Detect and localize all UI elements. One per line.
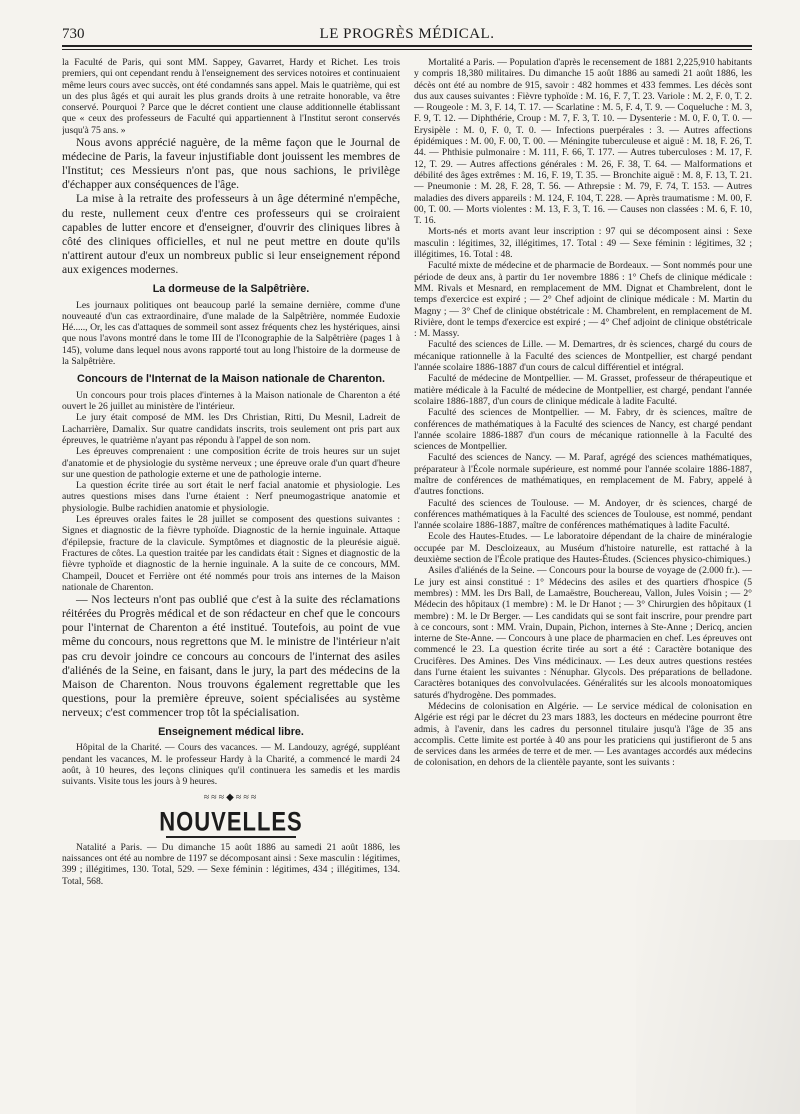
natalite-paragraph: Natalité a Paris. — Du dimanche 15 août 1886 au samedi 21 août 1886, les naissances ont été au nombre de 1197 se décomposant ainsi : Sexe masculin : légitimes, 399 ; illégitimes, 130. Total, 529. — Sexe féminin : légitimes, 434 ; illégitimes, 134. Total, 568. [62, 841, 400, 887]
charenton-paragraph-4: La question écrite tirée au sort était le nerf facial anatomie et physiologie. Les autres questions mises dans l'urne étaient : Nerf pneumogastrique anatomie et physiologie. Bulbe rachidien anatomie et physiologie. [62, 480, 400, 514]
page-number: 730 [62, 26, 85, 42]
heading-charenton: Concours de l'Internat de la Maison nationale de Charenton. [77, 373, 385, 386]
page-header [62, 26, 752, 44]
montpellier-medecine-paragraph: Faculté de médecine de Montpellier. — M. Grasset, professeur de thérapeutique et matière médicale à la Faculté de médecine de Montpellier, est chargé, pendant l'année scolaire 1886-1887, d'un cours de clinique médicale à ladite Faculté. [414, 373, 752, 407]
lille-paragraph: Faculté des sciences de Lille. — M. Demartres, dr ès sciences, chargé du cours de mécanique rationnelle à la Faculté des sciences de Montpellier, est chargé pendant l'année scolaire 1886-1887 d'un cours de calcul différentiel et intégral. [414, 339, 752, 374]
nancy-paragraph: Faculté des sciences de Nancy. — M. Paraf, agrégé des sciences mathématiques, préparateur à l'École normale supérieure, est nommé pour l'année scolaire 1886-1887, maître de conférences de mathématiques, en remplacement de M. Fabry, appelé à d'autres fonctions. [414, 452, 752, 498]
mortalite-paragraph: Mortalité a Paris. — Population d'après le recensement de 1881 2,225,910 habitants y compris 18,380 militaires. Du dimanche 15 août 1886 au samedi 21 août 1886, les décès ont été au nombre de 915, savoir : 482 hommes et 433 femmes. Les décès sont dus aux causes suivantes : Fièvre typhoïde : M. 16, F. 7, T. 23. Variole : M. 2, F. 0, T. 2. — Rougeole : M. 3, F. 14, T. 17. — Scarlatine : M. 5, F. 4, T. 9. — Coqueluche : M. 3, F. 9, T. 12. — Diphthérie, Croup : M. 7, F. 3, T. 10. — Dysenterie : M. 0, F. 0, T. 0. — Erysipèle : M. 0, F. 0, T. 0. — Infections puerpérales : 3. — Autres affections épidémiques : M. 00, F. 00, T. 00. — Méningite tuberculeuse et aiguë : M. 18, F. 26, T. 44. — Phthisie pulmonaire : M. 111, F. 66, T. 177. — Autres tuberculoses : M. 17, F. 12, T. 29. — Autres affections générales : M. 26, F. 38, T. 64. — Malformations et débilité des âges extrêmes : M. 16, F. 19, T. 35. — Bronchite aiguë : M. 8, F. 13, T. 21. — Pneumonie : M. 28, F. 28, T. 56. — Athrepsie : M. 79, F. 74, T. 153. — Autres maladies des divers appareils : M. 124, F. 104, T. 228. — Après traumatisme : M. 00, F. 00, T. 00. — Morts violentes : M. 13, F. 3, T. 16. — Causes non classées : M. 6, F. 10, T. 16. [414, 57, 752, 227]
retirement-paragraph-1: la Faculté de Paris, qui sont MM. Sappey, Gavarret, Hardy et Richet. Les trois premiers, qui ont cependant rendu à l'enseignement des services notoires et continuaient même leurs cours avec succès, ont été condamnés sans appel. Mais le quatrième, qui est un des plus âgés et qui aurait les plus grands droits à une retraite honorable, va être conservé. Pourquoi ? Parce que le décret contient une clause additionnelle établissant que « ceux des professeurs de Faculté qui appartiennent à l'Institut seront conservés jusqu'à 75 ans. » [62, 57, 400, 136]
hautes-etudes-paragraph: Ecole des Hautes-Etudes. — Le laboratoire dépendant de la chaire de minéralogie occupée par M. Descloizeaux, au Muséum d'histoire naturelle, est rattaché à la deuxième section de l'École pratique des Hautes-Études. (Sciences physico-chimiques.) [414, 531, 752, 566]
left-column [62, 57, 400, 1107]
retirement-paragraph-2: Nous avons apprécié naguère, de la même façon que le Journal de médecine de Paris, la faveur injustifiable dont jouissent les membres de l'Institut; ces Messieurs n'ont pas, que nous sachions, le privilège d'échapper aux conséquences de l'âge. [62, 136, 400, 192]
bordeaux-paragraph: Faculté mixte de médecine et de pharmacie de Bordeaux. — Sont nommés pour une période de deux ans, à partir du 1er novembre 1886 : 1° Chefs de clinique médicale : MM. Rivals et Mesnard, en remplacement de MM. Dignat et Chambrelent, dont le temps d'exercice est expiré ; — 2° Chef adjoint de clinique médicale : M. Martin du Magny ; — 3° Chef de clinique obstétricale : M. Chambrelent, en remplacement de M. Rivière, dont le temps d'exercice est expiré ; — 4° Chef adjoint de clinique obstétricale : M. Massy. [414, 260, 752, 340]
heading-enseignement-libre: Enseignement médical libre. [158, 725, 304, 738]
section-ornament: ≈≈≈◆≈≈≈ [203, 791, 259, 803]
asiles-paragraph: Asiles d'aliénés de la Seine. — Concours pour la bourse de voyage de (2.000 fr.). — Le jury est ainsi constitué : 1° Médecins des asiles et des quartiers d'hospice (5 membres) : MM. les Drs Ball, de Lamaëstre, Bouchereau, Vallon, Jules Voisin ; — 2° Médecin des hôpitaux (1 membre) : M. le Dr Hanot ; — 3° Chirurgien des hôpitaux (1 membre) : M. le Dr Berger. — Les candidats qui se sont fait inscrire, pour prendre part à ce concours, sont : MM. Vrain, Dupain, Pichon, internes à Ste-Anne ; Dericq, ancien interne de Ste-Anne. — Concours à une place de pharmacien en chef. Les épreuves ont commencé le 23. La question écrite tirée au sort a été : Caractère botanique des Crucifères. Des Amines. Des Vins médicinaux. — Les deux autres questions restées dans l'urne étaient les suivantes : Nénuphar. Glycols. Des préparations de belladone. Caractères botaniques des convolvulacées. Généralités sur les alcools monoatomiques saturés d'hydrogène. Des pommades. [414, 565, 752, 701]
toulouse-paragraph: Faculté des sciences de Toulouse. — M. Andoyer, dr ès sciences, chargé de conférences mathématiques à la Faculté des sciences de Toulouse, est nommé, pendant l'année scolaire 1886-1887, maître de conférences mathématiques à ladite Faculté. [414, 497, 752, 532]
section-title-nouvelles: NOUVELLES [159, 806, 303, 837]
retirement-paragraph-3: La mise à la retraite des professeurs à un âge déterminé n'empêche, du reste, nullement ceux d'entre ces professeurs qui se croiraient capables de lutter encore et d'enseigner, d'ouvrir des cliniques libres à côté des cliniques officielles, et nul ne peut mettre en doute qu'ils n'attirent autour d'eux un nombreux public si leur enseignement répond aux exigences modernes. [62, 192, 400, 276]
charite-paragraph: Hôpital de la Charité. — Cours des vacances. — M. Landouzy, agrégé, suppléant pendant les vacances, M. le professeur Hardy à la Charité, a commencé le mardi 24 août, à 10 heures, des leçons cliniques qu'il continuera les samedis et les mardis suivants. Visite tous les jours à 9 heures. [62, 742, 400, 788]
heading-salpetriere: La dormeuse de la Salpêtrière. [152, 283, 310, 296]
header-rule [62, 45, 752, 47]
charenton-paragraph-5: Les épreuves orales faites le 28 juillet se composent des questions suivantes : Signes et diagnostic de la fièvre typhoïde. Diagnostic de la hernie inguinale. Attaque d'épilepsie, fracture de la clavicule. Symptômes et diagnostic de la pleurésie aiguë. Fractures de côtes. La question traitée par les candidats était : Signes et diagnostic de la fièvre typhoïde et diagnostic de la hernie inguinale. A la suite de ce concours, MM. Champeil, Doucet et Ferrière ont été nommés pour trois ans internes de la Maison nationale de Charenton. [62, 514, 400, 593]
montpellier-sciences-paragraph: Faculté des sciences de Montpellier. — M. Fabry, dr ès sciences, maître de conférences de mathématiques à la Faculté des sciences de Nancy, est chargé pendant l'année scolaire 1886-1887 d'un cours de mécanique rationnelle à la Faculté des sciences de Montpellier. [414, 407, 752, 453]
salpetriere-paragraph: Les journaux politiques ont beaucoup parlé la semaine dernière, comme d'une nouveauté d'un cas extraordinaire, d'une malade de la Salpêtrière, nommée Eudoxie Hé....., Or, les cas d'attaques de sommeil sont assez fréquents chez les hystériques, ainsi que nous l'avons montré dans le tome III de l'Iconographie de la Salpêtrière (pages 1 à 145), volume dans lequel nous avons rapporté tout au long l'histoire de la dormeuse de la Salpêtrière. [62, 299, 400, 367]
charenton-paragraph-2: Le jury était composé de MM. les Drs Christian, Ritti, Du Mesnil, Ladreit de Lacharrière, Damalix. Sur quatre candidats inscrits, trois seulement ont pris part aux épreuves, le quatrième n'ayant pas répondu à l'appel de son nom. [62, 412, 400, 446]
charenton-paragraph-3: Les épreuves comprenaient : une composition écrite de trois heures sur un sujet d'anatomie et de physiologie du système nerveux ; une épreuve orale d'un quart d'heure sur une question de pathologie externe et une de pathologie interne. [62, 446, 400, 480]
charenton-editorial: — Nos lecteurs n'ont pas oublié que c'est à la suite des réclamations réitérées du Progrès médical et de son rédacteur en chef que le concours pour l'internat de Charenton a été institué. Toutefois, au point de vue même du concours, nous regrettons que M. le ministre de l'intérieur n'ait pas cru devoir joindre ce concours au concours de l'internat des asiles d'aliénés de la Seine, en faisant, dans le jury, la part des médecins de la Maison de Charenton. Nous trouvons également regrettable que les questions, pour la première épreuve, soient spécialisées au système nerveux; c'est commencer trop tôt la spécialisation. [62, 593, 400, 719]
right-column [414, 57, 752, 1107]
charenton-paragraph-1: Un concours pour trois places d'internes à la Maison nationale de Charenton a été ouvert le 26 juillet au ministère de l'intérieur. [62, 389, 400, 413]
header-rule-thin [62, 49, 752, 50]
running-title: LE PROGRÈS MÉDICAL. [319, 26, 495, 42]
algerie-paragraph: Médecins de colonisation en Algérie. — Le service médical de colonisation en Algérie est régi par le décret du 23 mars 1883, les docteurs en médecine pourront être admis, à l'avenir, dans les cadres du personnel titulaire jusqu'à l'âge de 35 ans accomplis. Cette limite est portée à 40 ans pour les praticiens qui justifieront de 5 ans de services dans les armées de terre et de mer. — Les avantages accordés aux médecins de colonisation, en dehors de la clientèle payante, sont les suivants : [414, 700, 752, 769]
morts-nes-paragraph: Morts-nés et morts avant leur inscription : 97 qui se décomposent ainsi : Sexe masculin : légitimes, 32, illégitimes, 17. Total : 49 — Sexe féminin : légitimes, 32 ; illégitimes, 16. Total : 48. [414, 226, 752, 261]
